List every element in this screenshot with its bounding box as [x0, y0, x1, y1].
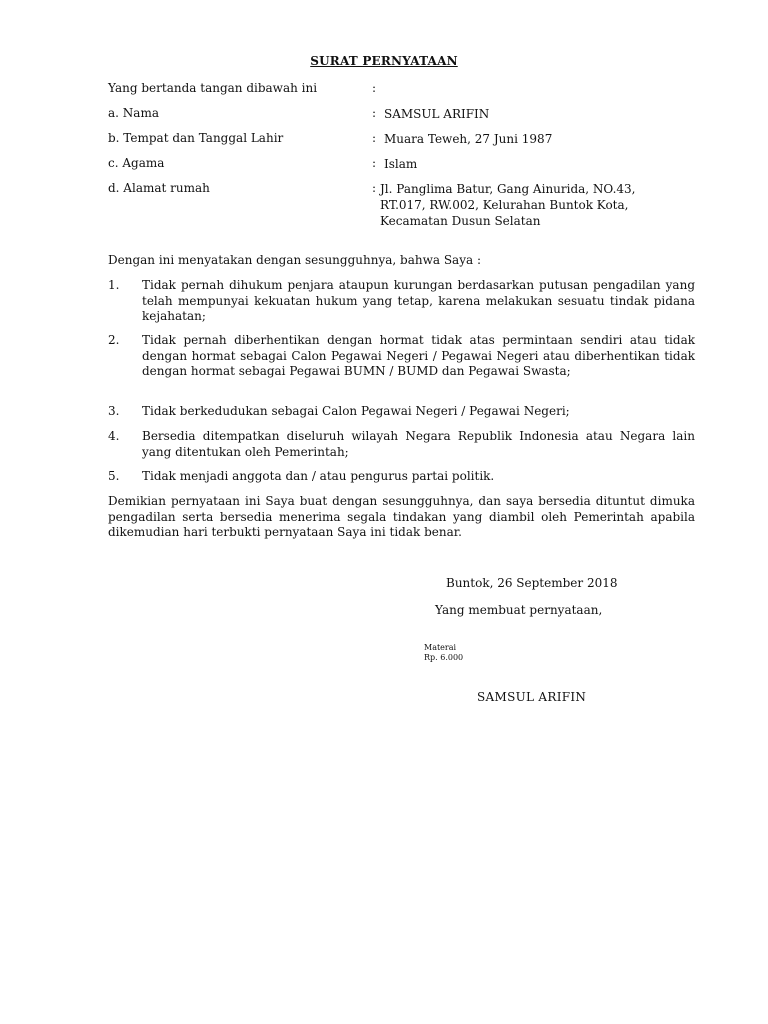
intro-colon: : [372, 81, 377, 95]
field-alamat-value: Jl. Panglima Batur, Gang Ainurida, NO.43, RT.017, RW.002, Kelurahan Buntok Kota, Kecamatan Dusun Selatan [380, 182, 636, 228]
field-nama-colon: : [372, 106, 377, 120]
statement-item-number: 3. [108, 404, 120, 418]
statement-item-text: Tidak pernah dihukum penjara ataupun kurungan berdasarkan putusan pengadilan yang telah mempunyai kekuatan hukum yang tetap, karena melakukan sesuatu tindak pidana kejahatan; [142, 278, 695, 323]
field-ttl-colon: : [372, 131, 377, 145]
field-agama-value: Islam [384, 157, 418, 171]
field-nama-label: a. Nama [108, 106, 159, 120]
statement-item-number: 4. [108, 429, 120, 443]
intro-text: Yang bertanda tangan dibawah ini [108, 81, 318, 95]
field-agama-colon: : [372, 156, 377, 170]
place-date: Buntok, 26 September 2018 [446, 576, 618, 590]
statement-item-number: 5. [108, 469, 120, 483]
field-ttl-value: Muara Teweh, 27 Juni 1987 [384, 132, 553, 146]
document-title: SURAT PERNYATAAN [310, 54, 458, 68]
field-nama-value: SAMSUL ARIFIN [384, 107, 490, 121]
statement-lead: Dengan ini menyatakan dengan sesungguhnya, bahwa Saya : [108, 253, 481, 267]
statement-item-text: Bersedia ditempatkan diseluruh wilayah Negara Republik Indonesia atau Negara lain yang ditentukan oleh Pemerintah; [142, 429, 695, 459]
statement-item-text: Tidak menjadi anggota dan / atau pengurus partai politik. [142, 469, 495, 483]
statement-item-number: 1. [108, 278, 120, 292]
stamp-duty-label: Materai [424, 643, 457, 652]
statement-item-text: Tidak berkedudukan sebagai Calon Pegawai Negeri / Pegawai Negeri; [142, 404, 570, 418]
closing-paragraph: Demikian pernyataan ini Saya buat dengan sesungguhnya, dan saya bersedia dituntut dimuka pengadilan serta bersedia menerima segala tindakan yang diambil oleh Pemerintah apabila dikemudian hari terbukti pernyataan Saya ini tidak benar. [108, 494, 695, 539]
intro-row [108, 81, 668, 101]
field-alamat [108, 181, 668, 231]
signer-name: SAMSUL ARIFIN [477, 690, 587, 704]
field-ttl [108, 131, 668, 151]
stamp-duty-box [424, 643, 463, 663]
field-agama-label: c. Agama [108, 156, 165, 170]
maker-label: Yang membuat pernyataan, [435, 603, 603, 617]
statement-item-text: Tidak pernah diberhentikan dengan hormat tidak atas permintaan sendiri atau tidak dengan hormat sebagai Calon Pegawai Negeri / Pegawai Negeri atau diberhentikan tidak dengan hormat sebagai Pegawai BUMN / BUMD dan Pegawai Swasta; [142, 333, 695, 378]
field-alamat-colon: : [372, 181, 377, 195]
field-agama [108, 156, 668, 176]
stamp-duty-amount: Rp. 6.000 [424, 653, 464, 662]
statement-item-number: 2. [108, 333, 120, 347]
field-nama [108, 106, 668, 126]
field-ttl-label: b. Tempat dan Tanggal Lahir [108, 131, 284, 145]
field-alamat-label: d. Alamat rumah [108, 181, 210, 195]
